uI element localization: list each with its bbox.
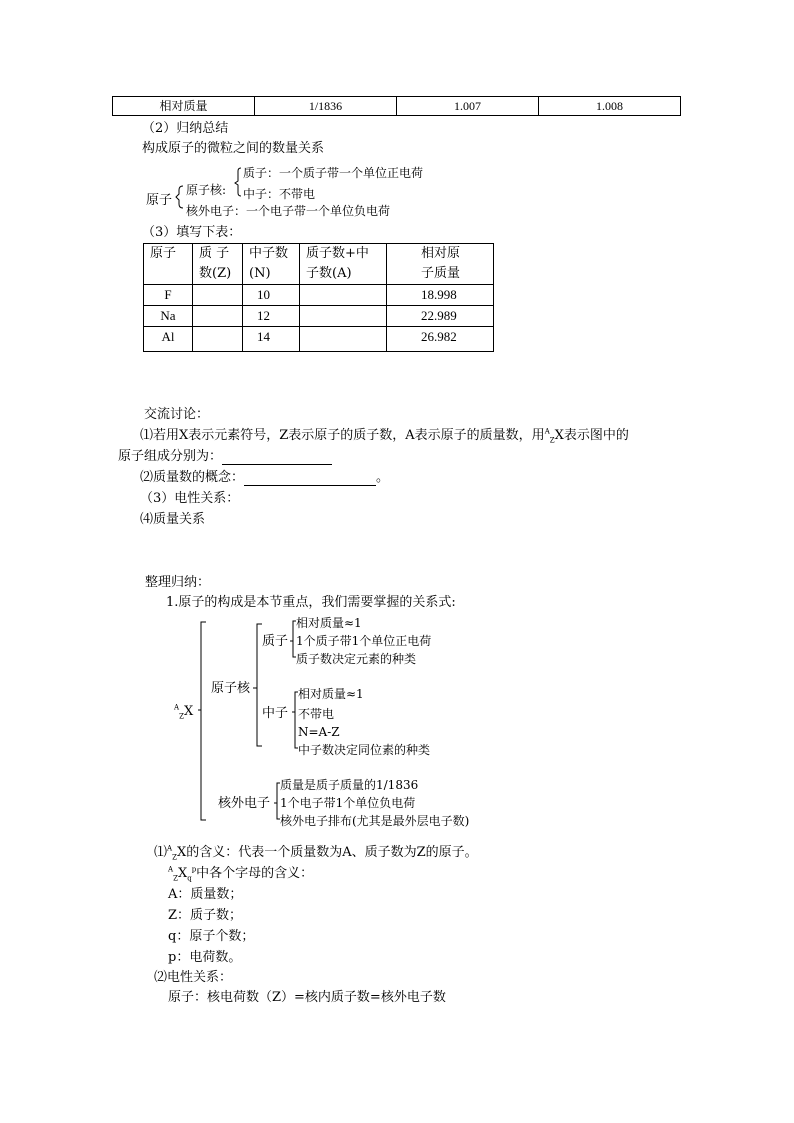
bracket-neutron [295, 692, 298, 748]
table-cell: 14 [243, 327, 300, 352]
question-4: ⑷质量关系 [140, 512, 206, 527]
table-cell: 18.998 [387, 285, 494, 306]
note-1: ⑴$^A_Z$X的含义：代表一个质量数为A、质子数为Z的原子。 [154, 844, 478, 862]
note-2: $^A_ZX_q^p$中各个字母的含义： [168, 865, 314, 883]
tree-node-nucleus: 原子核 [211, 681, 251, 696]
bracket-root [201, 622, 206, 820]
tree-node-neutron: 中子 [262, 706, 289, 721]
nuclide-symbol: $^A_ZX_q^p$ [168, 865, 197, 883]
tree-leaf: 相对质量≈1 [296, 616, 362, 630]
table-cell: 26.982 [387, 327, 494, 352]
summary-heading: 整理归纳： [145, 575, 211, 590]
table-cell: Na [144, 306, 193, 327]
tree-node-electron: 核外电子：一个电子带一个单位负电荷 [186, 204, 391, 218]
tree-root-atom: 原子 [146, 193, 173, 208]
note-item: q：原子个数； [168, 929, 255, 944]
note-item: Z：质子数； [168, 908, 243, 923]
question-2: ⑵质量数的概念： 。 [140, 470, 390, 485]
table-cell: Al [144, 327, 193, 352]
table-header-cell: 质子数+中 子数(A) [300, 244, 387, 285]
question-1-line2: 原子组成分别为： [118, 449, 332, 465]
table-header-cell: 中子数 (N) [243, 244, 300, 285]
tree-node-proton: 质子 [262, 634, 289, 649]
table-cell: 1/1836 [255, 97, 397, 116]
tree-leaf: 1个电子带1个单位负电荷 [280, 796, 416, 810]
question-3: （3）电性关系： [140, 491, 240, 506]
bracket-electron [277, 783, 280, 819]
nuclide-symbol: $^A_Z$X [167, 844, 187, 862]
note-3-text: 原子：核电荷数（Z）=核内质子数=核外电子数 [168, 990, 446, 1005]
table-cell: 相对质量 [113, 97, 255, 116]
table-cell: 22.989 [387, 306, 494, 327]
note-item: A：质量数； [168, 887, 243, 902]
bracket-nucleus [257, 624, 262, 746]
table-cell: 10 [243, 285, 300, 306]
tree-node-nucleus: 原子核: [186, 183, 227, 197]
tree-leaf: 相对质量≈1 [298, 687, 364, 701]
table-header-cell: 质 子 数(Z) [193, 244, 243, 285]
note-3: ⑵电性关系： [154, 970, 233, 985]
section-heading: （2）归纳总结 [142, 121, 229, 136]
discussion-heading: 交流讨论： [144, 407, 210, 422]
tree-leaf: 不带电 [298, 707, 335, 721]
brace-atom [176, 186, 183, 208]
tree-leaf: 1个质子带1个单位正电荷 [296, 634, 432, 648]
tree-node-electron: 核外电子 [218, 796, 271, 811]
summary-point-1: 1.原子的构成是本节重点，我们需要掌握的关系式: [166, 595, 456, 610]
nuclide-symbol: $^A_Z$X [544, 427, 564, 445]
bracket-proton [293, 621, 296, 657]
tree-leaf: 质量是质子质量的1/1836 [280, 778, 419, 792]
tree-leaf-neutron: 中子：不带电 [243, 187, 316, 201]
table-header-cell: 相对原 子质量 [387, 244, 494, 285]
nuclide-root: $^A_Z$X [174, 703, 194, 721]
section-heading: （3）填写下表： [142, 225, 242, 240]
tree-leaf-proton: 质子：一个质子带一个单位正电荷 [243, 166, 424, 180]
tree-leaf: N=A-Z [298, 725, 340, 739]
table-header-cell: 原子 [144, 244, 193, 285]
table-cell: F [144, 285, 193, 306]
brace-nucleus [235, 168, 241, 196]
section-subheading: 构成原子的微粒之间的数量关系 [142, 141, 325, 156]
note-item: p：电荷数。 [168, 950, 242, 965]
table-cell: 1.008 [539, 97, 681, 116]
table-cell: 12 [243, 306, 300, 327]
question-1: ⑴若用X表示元素符号，Z表示原子的质子数，A表示原子的质量数，用$^A_Z$X表示图中的 [140, 427, 629, 445]
tree-leaf: 中子数决定同位素的种类 [298, 743, 431, 757]
table-cell: 1.007 [397, 97, 539, 116]
tree-leaf: 质子数决定元素的种类 [296, 652, 417, 666]
tree-leaf: 核外电子排布(尤其是最外层电子数) [280, 814, 470, 828]
